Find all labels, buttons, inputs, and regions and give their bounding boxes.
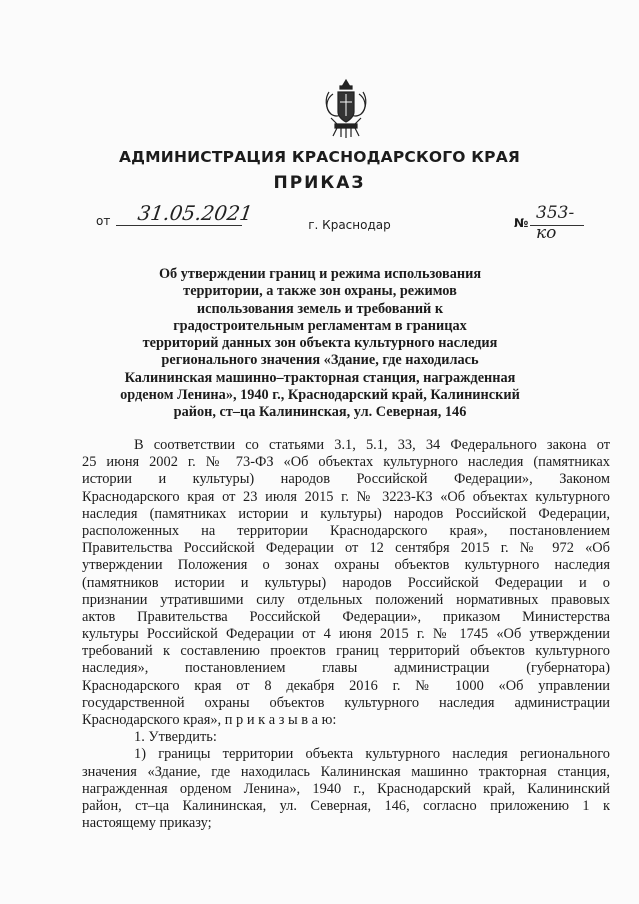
body-line: наследия (памятниках истории и культуры) народов Российской Федерации, [82, 505, 610, 522]
body-line: Краснодарского края от 8 декабря 2016 г. № 1000 «Об управлении [82, 677, 610, 694]
body-line: актов Правительства Российской Федерации», приказом Министерства [82, 608, 610, 625]
subject-line: район, ст–ца Калининская, ул. Северная, 146 [173, 404, 467, 421]
subitem-line: район, ст–ца Калининская, ул. Северная, 146, согласно приложению 1 к [82, 797, 610, 814]
body-line: Правительства Российской Федерации от 12 сентября 2015 г. № 972 «Об [82, 540, 610, 557]
handwritten-number: 353-ко [536, 203, 575, 243]
subitem-line: награжденная орденом Ленина», 1940 г., Краснодарский край, Калининский [82, 780, 610, 797]
body-line: истории и культуры) народов Российской Федерации», Законом [82, 471, 610, 488]
body-line: расположенных на территории Краснодарского края», постановлением [82, 522, 610, 539]
body-line: Краснодарского края от 23 июля 2015 г. № 3223-КЗ «Об объектах культурного [82, 488, 610, 505]
subject-line: орденом Ленина», 1940 г., Краснодарский край, Калининский [120, 387, 520, 404]
body-line: культуры Российской Федерации от 4 июня 2015 г. № 1745 «Об утверждении [82, 626, 610, 643]
organization-title: АДМИНИСТРАЦИЯ КРАСНОДАРСКОГО КРАЯ [118, 148, 521, 166]
subject-line: градостроительным регламентам в границах [173, 317, 467, 334]
body-line: государственной охраны объектов культурного наследия администрации [82, 694, 610, 711]
document-subject [100, 266, 540, 422]
subject-line: использования земель и требований к [196, 300, 444, 317]
document-type: ПРИКАЗ [273, 173, 366, 193]
subitem-line: 1) границы территории объекта культурного наследия регионального [134, 746, 610, 763]
handwritten-date: 31.05.2021 [136, 201, 255, 225]
body-line: утверждении Положения о зонах охраны объектов культурного наследия [82, 557, 610, 574]
coat-of-arms-emblem [323, 78, 369, 140]
subject-line: регионального значения «Здание, где находилась [161, 352, 479, 369]
subject-line: территорий данных зон объекта культурного наследия [142, 335, 498, 352]
subitem-line: значения «Здание, где находилась Калининская машинно тракторная станция, [82, 763, 610, 780]
city: г. Краснодар [308, 218, 391, 232]
body-line: В соответствии со статьями 3.1, 5.1, 33, 34 Федерального закона от [134, 437, 610, 453]
body-line: (памятников истории и культуры) народов Российской Федерации и о [82, 574, 610, 591]
body-line: 25 июня 2002 г. № 73-ФЗ «Об объектах культурного наследия (памятниках [82, 454, 610, 471]
subject-line: Об утверждении границ и режима использования [158, 266, 482, 282]
subject-line: Калининская машинно–тракторная станция, награжденная [124, 369, 516, 386]
subitem-line: настоящему приказу; [82, 815, 212, 832]
body-line: наследия», постановлением главы администрации (губернатора) [82, 660, 610, 677]
document-body [82, 437, 610, 832]
subject-line: территории, а также зон охраны, режимов [183, 283, 457, 300]
item-heading: 1. Утвердить: [134, 729, 217, 746]
date-prefix: от [96, 214, 111, 228]
body-line [82, 712, 610, 729]
body-line: требований к составлению проектов границ территорий объектов культурного [82, 643, 610, 660]
preamble-ending: Краснодарского края», [82, 712, 222, 728]
order-word: п р и к а з ы в а ю: [224, 712, 337, 728]
body-line: признании утратившими силу отдельных положений нормативных правовых [82, 591, 610, 608]
number-prefix: № [514, 216, 529, 230]
